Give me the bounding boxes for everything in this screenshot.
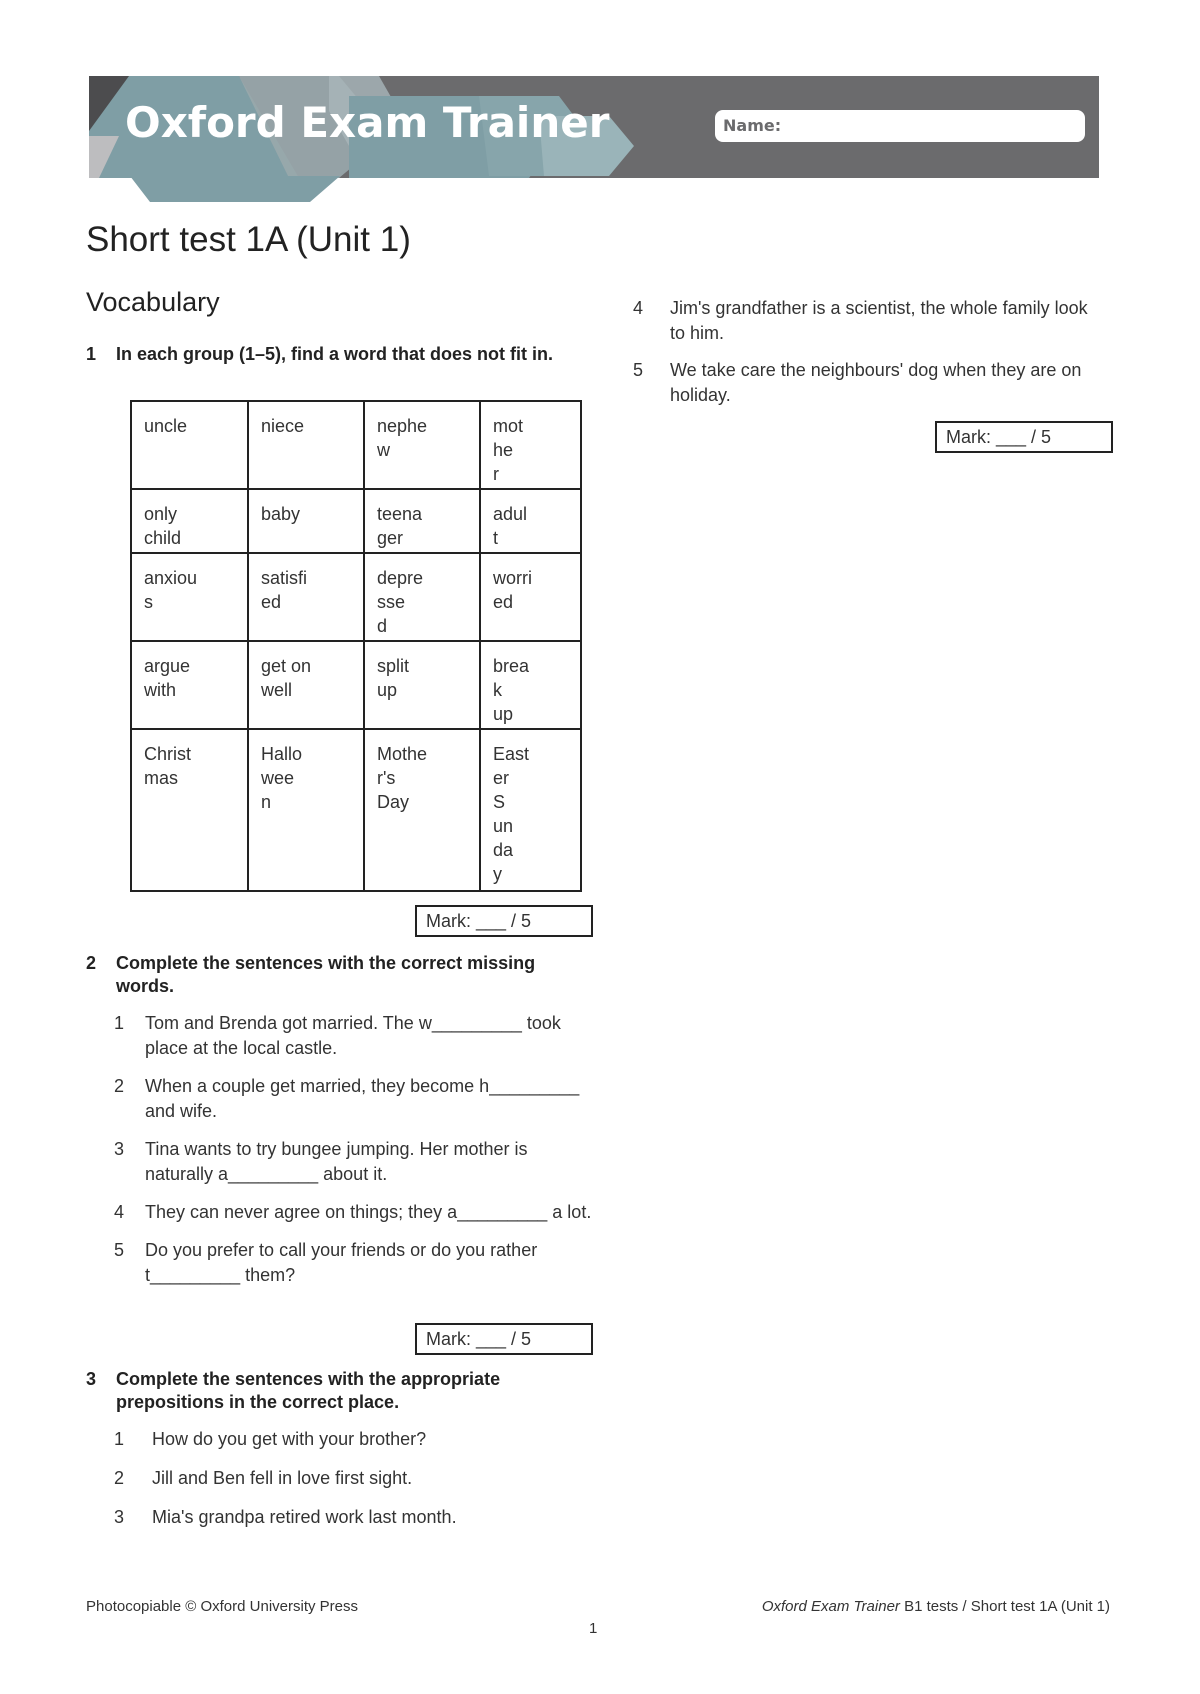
task-1-instruction [86, 343, 596, 366]
page-number: 1 [589, 1620, 598, 1637]
table-row [131, 401, 581, 489]
table-cell[interactable]: adul t [480, 489, 581, 553]
task-2-mark-box[interactable]: Mark: ___ / 5 [415, 1323, 593, 1355]
table-row [131, 729, 581, 891]
name-field[interactable] [715, 110, 1085, 142]
brand-logo: Oxford Exam Trainer [125, 98, 610, 147]
table-cell[interactable]: satisfi ed [248, 553, 364, 641]
list-item: 4 Jim's grandfather is a scientist, the whole family look to him. [633, 298, 1088, 343]
list-item: 5 Do you prefer to call your friends or do you rather t_________ them? [114, 1240, 538, 1285]
task-text: Complete the sentences with the appropriate prepositions in the correct place. [116, 1369, 501, 1412]
task-3-mark-box[interactable]: Mark: ___ / 5 [935, 421, 1113, 453]
task-3-list-left [114, 1427, 594, 1542]
table-cell[interactable]: teena ger [364, 489, 480, 553]
table-cell[interactable]: split up [364, 641, 480, 729]
table-cell[interactable]: depre sse d [364, 553, 480, 641]
table-cell[interactable]: niece [248, 401, 364, 489]
list-item: 5 We take care the neighbours' dog when they are on holiday. [633, 360, 1082, 405]
table-row [131, 641, 581, 729]
list-item: 4 They can never agree on things; they a_________ a lot. [114, 1202, 592, 1222]
table-cell[interactable]: worri ed [480, 553, 581, 641]
footer-book-reference [762, 1598, 1110, 1615]
table-cell[interactable]: mot he r [480, 401, 581, 489]
table-cell[interactable]: Mothe r's Day [364, 729, 480, 891]
list-item: 1 How do you get with your brother? [114, 1429, 427, 1449]
table-cell[interactable]: nephe w [364, 401, 480, 489]
list-item: 2 Jill and Ben fell in love first sight. [114, 1468, 413, 1488]
table-cell[interactable]: anxiou s [131, 553, 248, 641]
task-text: In each group (1–5), find a word that does not fit in. [116, 344, 554, 364]
page-title: Short test 1A (Unit 1) [86, 220, 411, 259]
table-cell[interactable]: East er S un da y [480, 729, 581, 891]
task-2-list [114, 1011, 594, 1300]
list-item: 1 Tom and Brenda got married. The w_________ took place at the local castle. [114, 1013, 561, 1058]
task-1-mark-box[interactable]: Mark: ___ / 5 [415, 905, 593, 937]
table-row [131, 553, 581, 641]
name-label: Name: [723, 116, 782, 135]
list-item: 3 Tina wants to try bungee jumping. Her mother is naturally a_________ about it. [114, 1139, 528, 1184]
footer-book-title: Oxford Exam Trainer [761, 1598, 900, 1615]
footer-test-info: B1 tests / Short test 1A (Unit 1) [899, 1598, 1110, 1615]
list-item: 2 When a couple get married, they become h_________ and wife. [114, 1076, 580, 1121]
task-3-instruction [86, 1368, 596, 1414]
header-banner [89, 76, 1099, 178]
table-cell[interactable]: get on well [248, 641, 364, 729]
task-number: 2 [86, 953, 97, 973]
task-number: 1 [86, 344, 97, 364]
table-cell[interactable]: Christ mas [131, 729, 248, 891]
footer-copyright: Photocopiable © Oxford University Press [86, 1598, 358, 1615]
task-2-instruction [86, 952, 596, 998]
table-row [131, 489, 581, 553]
table-cell[interactable]: only child [131, 489, 248, 553]
task-3-list-right [633, 296, 1103, 420]
table-cell[interactable]: Hallo wee n [248, 729, 364, 891]
table-cell[interactable]: baby [248, 489, 364, 553]
banner-tail-shape [110, 176, 370, 202]
table-cell[interactable]: uncle [131, 401, 248, 489]
word-group-table [130, 400, 582, 892]
task-text: Complete the sentences with the correct missing words. [116, 953, 536, 996]
task-number: 3 [86, 1369, 97, 1389]
section-heading-vocabulary: Vocabulary [86, 287, 220, 317]
list-item: 3 Mia's grandpa retired work last month. [114, 1507, 457, 1527]
table-cell[interactable]: brea k up [480, 641, 581, 729]
table-cell[interactable]: argue with [131, 641, 248, 729]
